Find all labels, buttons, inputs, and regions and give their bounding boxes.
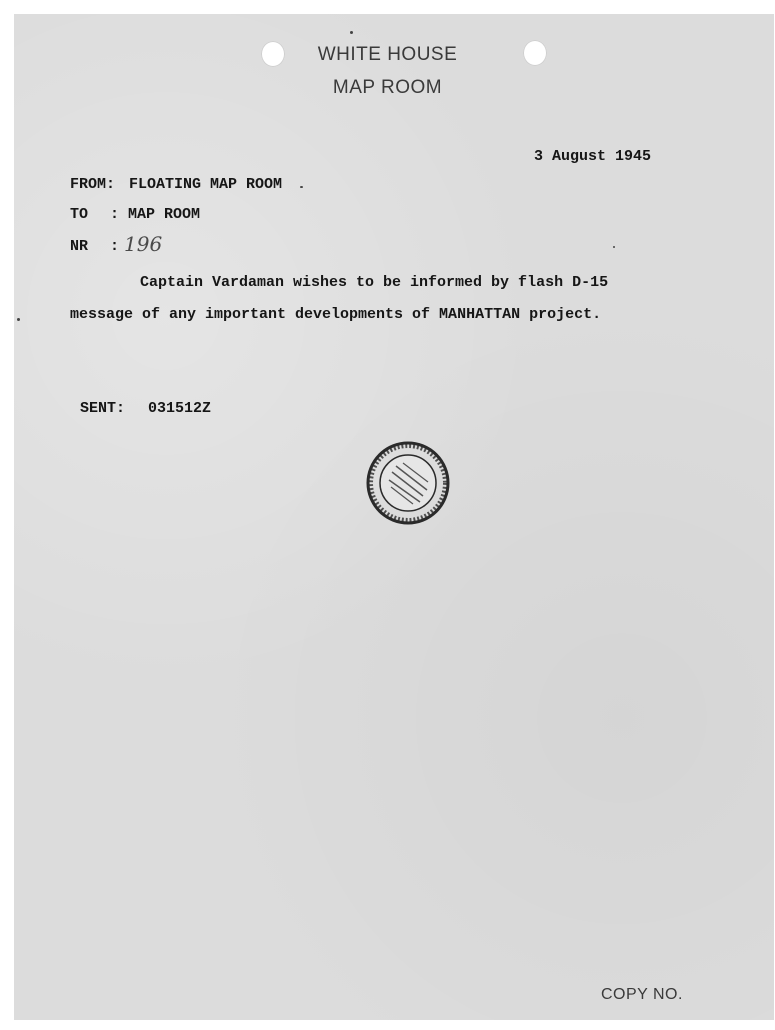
paper-speck [350,31,353,34]
header-map-room: MAP ROOM [332,77,443,98]
nr-colon: : [110,238,120,255]
nr-handwritten-number: 196 [124,232,163,256]
body-line-2: message of any important developments of MANHATTAN project. [70,306,602,323]
paper-speck [613,246,615,248]
sent-label: SENT: [80,400,126,417]
memo-date: 3 August 1945 [534,148,652,165]
from-value: FLOATING MAP ROOM [129,176,283,193]
body-line-1: Captain Vardaman wishes to be informed by flash D-15 [140,274,609,291]
archive-seal-stamp [365,440,451,526]
paper-speck [17,318,20,321]
copy-number-label: COPY NO. [601,986,683,1003]
paper-speck [300,186,303,188]
from-label: FROM: [70,176,116,193]
nr-label: NR [70,238,89,255]
to-value: : MAP ROOM [110,206,201,223]
sent-value: 031512Z [148,400,212,417]
header-white-house: WHITE HOUSE [317,44,458,65]
to-label: TO [70,206,89,223]
